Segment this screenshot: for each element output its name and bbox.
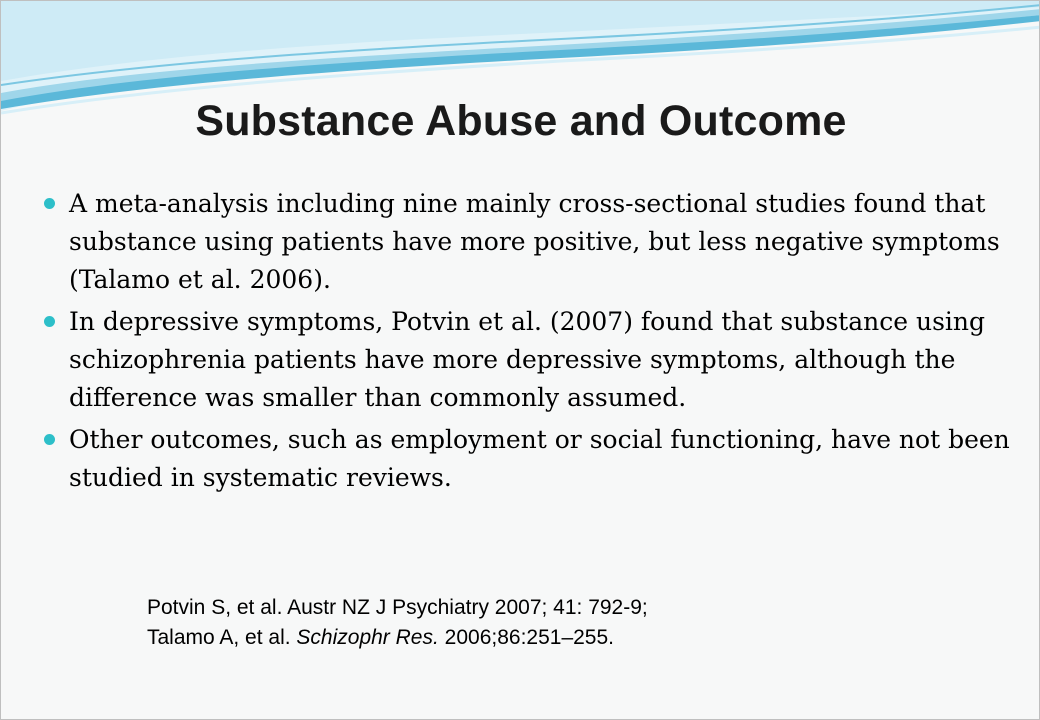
bullet-item xyxy=(41,303,1021,417)
bullet-dot-icon xyxy=(44,198,55,209)
reference-line-2 xyxy=(147,623,648,653)
references xyxy=(147,593,648,653)
bullet-dot-icon xyxy=(44,316,55,327)
bullet-text: A meta-analysis including nine mainly cross-sectional studies found that substance using patients have more positive, but less negative symptoms (Talamo et al. 2006). xyxy=(69,189,1000,294)
bullet-dot-icon xyxy=(44,434,55,445)
bullet-text: Other outcomes, such as employment or social functioning, have not been studied in systematic reviews. xyxy=(69,425,1010,492)
bullet-list xyxy=(41,185,1021,501)
reference-citation: 2006;86:251–255. xyxy=(438,626,614,649)
bullet-item xyxy=(41,421,1021,497)
slide-title: Substance Abuse and Outcome xyxy=(195,97,847,145)
bullet-item xyxy=(41,185,1021,299)
bullet-text: In depressive symptoms, Potvin et al. (2007) found that substance using schizophrenia patients have more depressive symptoms, although the difference was smaller than commonly assumed. xyxy=(69,307,986,412)
reference-line-1: Potvin S, et al. Austr NZ J Psychiatry 2007; 41: 792-9; xyxy=(147,596,648,619)
reference-journal: Schizophr Res. xyxy=(296,626,439,649)
reference-authors: Talamo A, et al. xyxy=(147,626,297,649)
